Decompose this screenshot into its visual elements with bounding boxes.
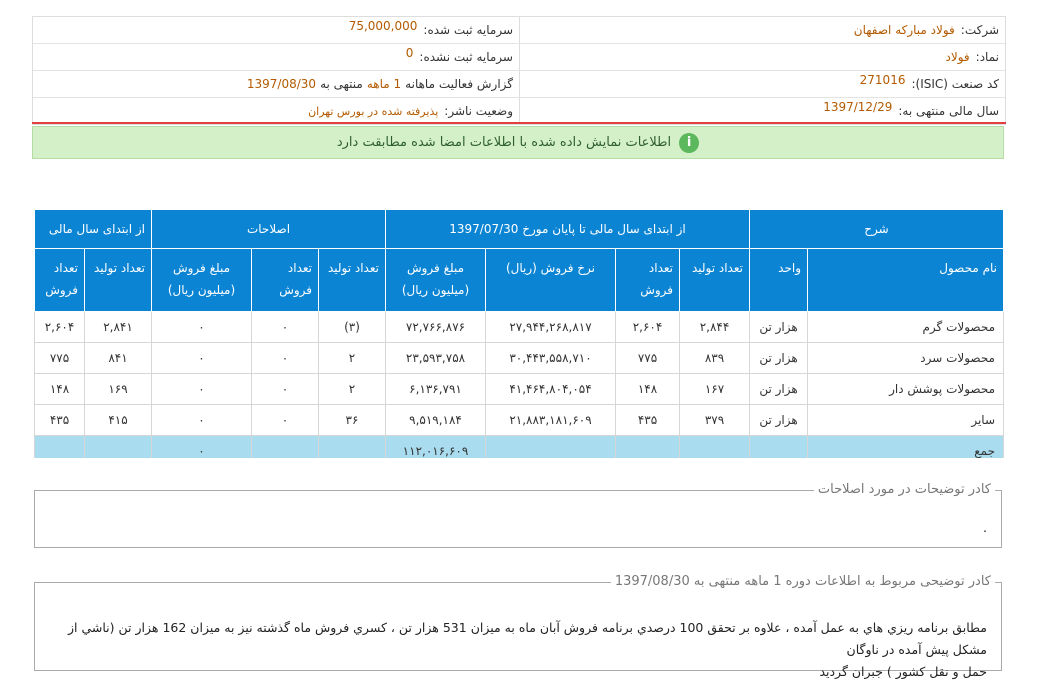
corrections-notes-box (34, 482, 1002, 548)
sales-rate: ۲۷,۹۴۴,۲۶۸,۸۱۷ (486, 312, 616, 343)
col-sales-rate: نرخ فروش (ریال) (486, 249, 616, 312)
sales-amount: ۹,۵۱۹,۱۸۴ (386, 405, 486, 436)
ytd-sales-qty: ۱۴۸ (35, 374, 85, 405)
empty-cell (680, 436, 750, 459)
ytd-sales-qty: ۷۷۵ (35, 343, 85, 374)
empty-cell (616, 436, 680, 459)
total-row (35, 436, 1004, 459)
period-notes-legend: کادر توضیحی مربوط به اطلاعات دوره 1 ماهه منتهی به 1397/08/30 (611, 574, 995, 589)
fiscal-year-cell (519, 98, 1005, 124)
publisher-status-value: پذیرفته شده در بورس تهران (308, 104, 439, 118)
sales-amount: ۲۳,۵۹۳,۷۵۸ (386, 343, 486, 374)
production: ۲,۸۴۴ (680, 312, 750, 343)
corr-sales-amount: ۰ (152, 405, 252, 436)
empty-cell (750, 436, 808, 459)
production: ۸۳۹ (680, 343, 750, 374)
corr-production: ۲ (319, 343, 386, 374)
col-product: نام محصول (808, 249, 1004, 312)
product-name: محصولات سرد (808, 343, 1004, 374)
corr-sales-amount: ۰ (152, 343, 252, 374)
sales-rate: ۳۰,۴۴۳,۵۵۸,۷۱۰ (486, 343, 616, 374)
col-ytd-production: تعداد تولید (85, 249, 152, 312)
ytd-sales-qty: ۴۳۵ (35, 405, 85, 436)
unit: هزار تن (750, 405, 808, 436)
production: ۱۶۷ (680, 374, 750, 405)
unit: هزار تن (750, 374, 808, 405)
product-name: سایر (808, 405, 1004, 436)
symbol-label: نماد: (975, 50, 999, 64)
group-header-ytd: از ابتدای سال مالی (35, 210, 152, 249)
unregistered-capital-label: سرمایه ثبت نشده: (419, 50, 513, 64)
unit: هزار تن (750, 343, 808, 374)
alert-text: اطلاعات نمایش داده شده با اطلاعات امضا شده مطابقت دارد (336, 135, 672, 150)
capital-value: 75,000,000 (348, 19, 418, 33)
corrections-notes-text: . (983, 520, 987, 535)
table-row (35, 374, 1004, 405)
info-row (33, 71, 1005, 98)
company-value: فولاد مبارکه اصفهان (853, 23, 955, 37)
sales-qty: ۲,۶۰۴ (616, 312, 680, 343)
verification-alert (32, 126, 1004, 159)
corr-sales-qty: ۰ (252, 312, 319, 343)
report-label: گزارش فعالیت ماهانه (405, 77, 513, 91)
empty-cell (35, 436, 85, 459)
corr-production: ۳۶ (319, 405, 386, 436)
divider-line (32, 122, 1006, 124)
col-unit: واحد (750, 249, 808, 312)
period-notes-text (47, 617, 987, 683)
sales-amount: ۶,۱۳۶,۷۹۱ (386, 374, 486, 405)
col-corr-production: تعداد تولید (319, 249, 386, 312)
ytd-production: ۸۴۱ (85, 343, 152, 374)
total-corr-sales-amount: ۰ (152, 436, 252, 459)
ytd-production: ۲,۸۴۱ (85, 312, 152, 343)
publisher-status-label: وضعیت ناشر: (444, 104, 513, 118)
publisher-status-cell (33, 98, 519, 124)
table-row (35, 312, 1004, 343)
capital-label: سرمایه ثبت شده: (423, 23, 513, 37)
ytd-sales-qty: ۲,۶۰۴ (35, 312, 85, 343)
sales-qty: ۴۳۵ (616, 405, 680, 436)
report-suffix: منتهی به (320, 77, 363, 91)
production-sales-table (34, 209, 1004, 458)
group-header-period: از ابتدای سال مالی تا پایان مورخ 1397/07/30 (386, 210, 750, 249)
empty-cell (486, 436, 616, 459)
company-label: شرکت: (960, 23, 999, 37)
group-header-corrections: اصلاحات (152, 210, 386, 249)
col-sales-amount: مبلغ فروش (میلیون ریال) (386, 249, 486, 312)
unit: هزار تن (750, 312, 808, 343)
corr-sales-amount: ۰ (152, 374, 252, 405)
period-notes-line-2: حمل و نقل كشور ) جبران گرديد (819, 664, 987, 679)
isic-value: 271016 (859, 73, 906, 87)
production: ۳۷۹ (680, 405, 750, 436)
sales-qty: ۱۴۸ (616, 374, 680, 405)
period-notes-box (34, 574, 1002, 679)
corr-sales-amount: ۰ (152, 312, 252, 343)
corr-sales-qty: ۰ (252, 374, 319, 405)
ytd-production: ۱۶۹ (85, 374, 152, 405)
product-name: محصولات پوشش دار (808, 374, 1004, 405)
isic-label: کد صنعت (ISIC): (911, 77, 999, 91)
company-cell (519, 17, 1005, 43)
sales-rate: ۴۱,۴۶۴,۸۰۴,۰۵۴ (486, 374, 616, 405)
total-sales-amount: ۱۱۲,۰۱۶,۶۰۹ (386, 436, 486, 459)
capital-cell (33, 17, 519, 43)
symbol-value: فولاد (945, 50, 970, 64)
report-cell (33, 71, 519, 97)
col-production: تعداد تولید (680, 249, 750, 312)
corr-sales-qty: ۰ (252, 405, 319, 436)
isic-cell (519, 71, 1005, 97)
period-notes-line-1: مطابق برنامه ريزي هاي به عمل آمده ، علاوه بر تحقق 100 درصدي برنامه فروش آبان ماه به ميزان 531 هزار تن ، كسري فروش ماه گذشته نيز به ميزان 162 هزار تن (ناشي از مشكل پيش آمده در ناوگان (68, 620, 987, 657)
unregistered-capital-cell (33, 44, 519, 70)
col-ytd-sales-qty: تعداد فروش (35, 249, 85, 312)
corr-production: (۳) (319, 312, 386, 343)
report-date: 1397/08/30 (246, 77, 317, 91)
company-info-panel (32, 16, 1006, 125)
unregistered-capital-value: 0 (405, 46, 414, 60)
col-sales-qty: تعداد فروش (616, 249, 680, 312)
symbol-cell (519, 44, 1005, 70)
sales-qty: ۷۷۵ (616, 343, 680, 374)
info-row (33, 17, 1005, 44)
production-sales-table-viewport[interactable] (31, 209, 1004, 458)
empty-cell (319, 436, 386, 459)
sales-rate: ۲۱,۸۸۳,۱۸۱,۶۰۹ (486, 405, 616, 436)
sales-amount: ۷۲,۷۶۶,۸۷۶ (386, 312, 486, 343)
info-icon: i (679, 133, 699, 153)
col-corr-sales-qty: تعداد فروش (252, 249, 319, 312)
empty-cell (85, 436, 152, 459)
group-header-desc: شرح (750, 210, 1004, 249)
product-name: محصولات گرم (808, 312, 1004, 343)
info-row (33, 98, 1005, 124)
info-row (33, 44, 1005, 71)
fiscal-year-value: 1397/12/29 (823, 100, 893, 114)
corr-sales-qty: ۰ (252, 343, 319, 374)
col-corr-sales-amount: مبلغ فروش (میلیون ریال) (152, 249, 252, 312)
ytd-production: ۴۱۵ (85, 405, 152, 436)
fiscal-year-label: سال مالی منتهی به: (898, 104, 999, 118)
total-label: جمع (808, 436, 1004, 459)
corr-production: ۲ (319, 374, 386, 405)
report-months: 1 ماهه (366, 77, 402, 91)
corrections-notes-legend: کادر توضیحات در مورد اصلاحات (814, 482, 995, 497)
table-row (35, 343, 1004, 374)
empty-cell (252, 436, 319, 459)
table-row (35, 405, 1004, 436)
